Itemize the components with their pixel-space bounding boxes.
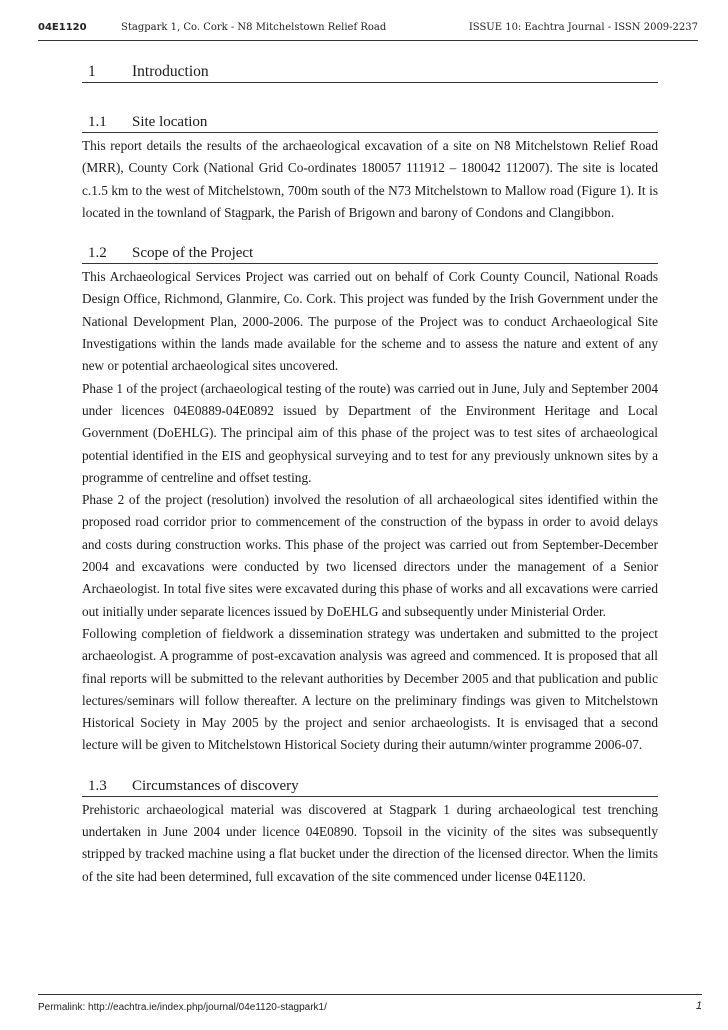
section-introduction — [82, 62, 658, 83]
section-title: Site location — [132, 114, 208, 130]
document-body — [82, 62, 658, 888]
header-licence-id: 04E1120 — [38, 22, 87, 33]
section-heading — [82, 776, 658, 797]
header-rule — [38, 40, 698, 41]
page-number: 1 — [695, 1000, 702, 1012]
paragraph: Following completion of fieldwork a dissemination strategy was undertaken and submitted to the project archaeologist. A programme of post-excavation analysis was agreed and commenced. It is proposed that all final reports will be submitted to the relevant authorities by December 2005 and that publication and public lectures/seminars will follow thereafter. A lecture on the preliminary findings was given to Mitchelstown Historical Society in May 2005 by the project and senior archaeologists. It is envisaged that a second lecture will be given to Mitchelstown Historical Society during their autumn/winter programme 2006-07. — [82, 625, 658, 753]
paragraph: This Archaeological Services Project was carried out on behalf of Cork County Council, National Roads Design Office, Richmond, Glanmire, Co. Cork. This project was funded by the Irish Government under the National Development Plan, 2000-2006. The purpose of the Project was to conduct Archaeological Site Investigations within the lands made available for the scheme and to assess the nature and extent of any new or potential archaeological sites uncovered. — [82, 269, 658, 374]
paragraph: Prehistoric archaeological material was discovered at Stagpark 1 during archaeological test trenching undertaken in June 2004 under licence 04E0890. Topsoil in the vicinity of the sites was subsequently stripped by tracked machine using a flat bucket under the direction of the licensed director. When the limits of the site had been determined, full excavation of the site commenced under license 04E1120. — [82, 801, 658, 884]
paragraph: Phase 2 of the project (resolution) involved the resolution of all archaeological sites identified within the proposed road corridor prior to commencement of the construction of the bypass in order to avoid delays and costs during construction works. This phase of the project was carried out from September-December 2004 and excavations were conducted by two licensed directors under the management of a Senior Archaeologist. In total five sites were excavated during this phase of works and all excavations were carried out initially under separate licences issued by DoEHLG and subsequently under Ministerial Order. — [82, 492, 658, 619]
section-heading — [82, 62, 658, 83]
page-footer — [38, 994, 702, 1018]
section-scope — [82, 243, 658, 757]
section-circumstances — [82, 776, 658, 888]
permalink-link[interactable]: Permalink: http://eachtra.ie/index.php/journal/04e1120-stagpark1/ — [38, 1002, 327, 1013]
section-number: 1 — [88, 63, 96, 80]
section-heading — [82, 243, 658, 264]
section-heading — [82, 112, 658, 133]
section-number: 1.2 — [88, 245, 107, 262]
footer-rule — [38, 994, 702, 995]
section-title: Introduction — [132, 63, 209, 80]
section-title: Circumstances of discovery — [132, 777, 299, 794]
section-title: Scope of the Project — [132, 245, 254, 262]
section-number: 1.1 — [88, 114, 107, 130]
header-issue: ISSUE 10: Eachtra Journal - ISSN 2009-2237 — [468, 22, 698, 33]
header-site-title: Stagpark 1, Co. Cork - N8 Mitchelstown Relief Road — [121, 22, 387, 33]
section-number: 1.3 — [88, 777, 107, 794]
paragraph: Phase 1 of the project (archaeological testing of the route) was carried out in June, July and September 2004 under licences 04E0889-04E0892 issued by Department of the Environment Heritage and Local Government (DoEHLG). The principal aim of this phase of the project was to test sites of archaeological potential identified in the EIS and geophysical surveying and to test for any previously unknown sites by a programme of centreline and offset testing. — [82, 380, 658, 485]
paragraph: This report details the results of the archaeological excavation of a site on N8 Mitchelstown Relief Road (MRR), County Cork (National Grid Co-ordinates 180057 111912 – 180042 112007). The site is located c.1.5 km to the west of Mitchelstown, 700m south of the N73 Mitchelstown to Mallow road (Figure 1). It is located in the townland of Stagpark, the Parish of Brigown and barony of Condons and Clangibbon. — [82, 138, 658, 220]
section-site-location — [82, 112, 658, 224]
running-header — [38, 22, 698, 44]
